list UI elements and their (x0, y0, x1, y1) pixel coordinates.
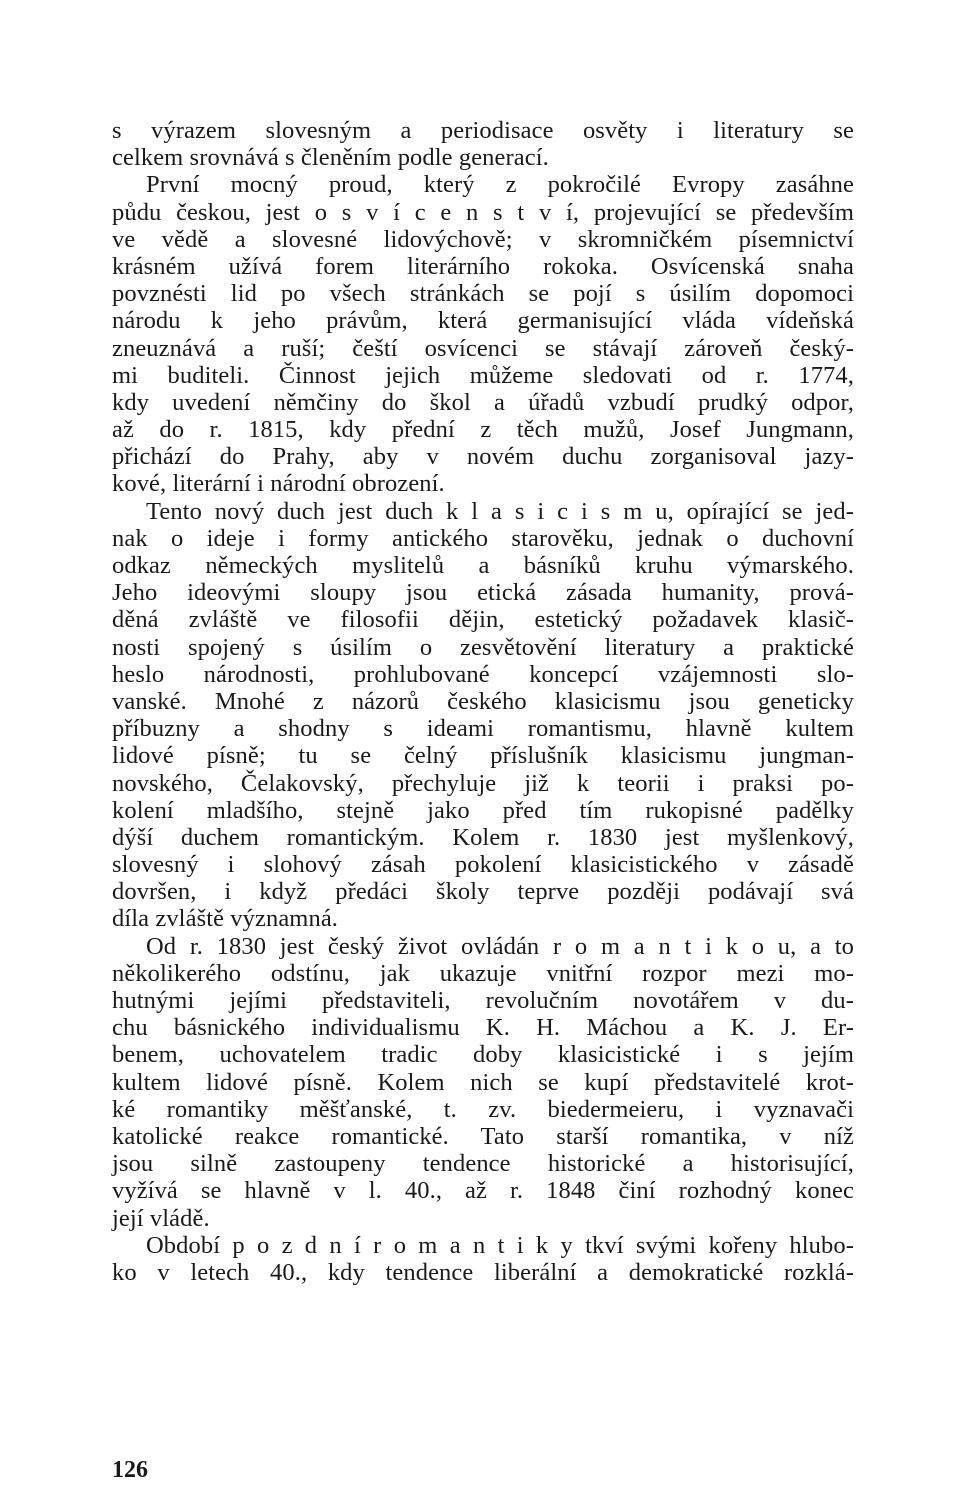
text-line: dovršen, i když předáci školy teprve později podávají svá (112, 878, 854, 906)
body-text (112, 117, 854, 1286)
text-line: až do r. 1815, kdy přední z těch mužů, Josef Jungmann, (112, 416, 854, 444)
text-line: krásném užívá forem literárního rokoka. Osvícenská snaha (112, 252, 854, 280)
text-line: nosti spojený s úsilím o zesvětovění literatury a praktické (112, 633, 854, 661)
text-line: Od r. 1830 jest český život ovládán r o m a n t i k o u, a to (146, 932, 854, 960)
text-line: chu básnického individualismu K. H. Máchou a K. J. Er- (112, 1014, 854, 1042)
text-line: příbuzny a shodny s ideami romantismu, hlavně kultem (112, 715, 854, 743)
text-line: díla zvláště významná. (112, 905, 339, 933)
text-line: Tento nový duch jest duch k l a s i c i s m u, opírající se jed- (146, 497, 854, 525)
text-line: odkaz německých myslitelů a básníků kruhu výmarského. (112, 552, 854, 579)
text-line: její vládě. (112, 1204, 210, 1232)
text-line: novského, Čelakovský, přechyluje již k teorii i praksi po- (112, 769, 854, 797)
text-line: vanské. Mnohé z názorů českého klasicismu jsou geneticky (112, 687, 854, 715)
text-line: slovesný i slohový zásah pokolení klasicistického v zásadě (112, 851, 854, 879)
text-line: povznésti lid po všech stránkách se pojí s úsilím dopomoci (112, 280, 854, 308)
text-line: hutnými jejími představiteli, revolučním novotářem v du- (112, 987, 854, 1014)
text-line: s výrazem slovesným a periodisace osvěty i literatury se (112, 117, 854, 144)
text-line: První mocný proud, který z pokročilé Evropy zasáhne (146, 171, 854, 199)
text-line: mi buditeli. Činnost jejich můžeme sledovati od r. 1774, (112, 361, 854, 389)
text-line: děná zvláště ve filosofii dějin, estetický požadavek klasič- (112, 606, 854, 634)
text-line: jsou silně zastoupeny tendence historické a historisující, (112, 1150, 854, 1178)
text-line: Období p o z d n í r o m a n t i k y tkví svými kořeny hlubo- (146, 1231, 854, 1259)
text-line: lidové písně; tu se čelný příslušník klasicismu jungman- (112, 742, 854, 770)
text-line: ve vědě a slovesné lidovýchově; v skromničkém písemnictví (112, 225, 854, 253)
text-line: zneuznává a ruší; čeští osvícenci se stávají zároveň český- (112, 334, 854, 362)
text-line: kové, literární i národní obrození. (112, 470, 445, 498)
text-line: benem, uchovatelem tradic doby klasicistické i s jejím (112, 1041, 854, 1069)
text-line: Jeho ideovými sloupy jsou etická zásada humanity, prová- (112, 579, 854, 607)
text-line: kdy uvedení němčiny do škol a úřadů vzbudí prudký odpor, (112, 388, 854, 416)
text-line: kolení mladšího, stejně jako před tím rukopisné padělky (112, 796, 854, 824)
text-line: vyžívá se hlavně v l. 40., až r. 1848 činí rozhodný konec (112, 1177, 854, 1205)
text-line: heslo národnosti, prohlubované koncepcí vzájemnosti slo- (112, 660, 854, 688)
text-line: půdu českou, jest o s v í c e n s t v í, projevující se především (112, 198, 854, 226)
page-number: 126 (112, 1457, 148, 1483)
text-line: nak o ideje i formy antického starověku, jednak o duchovní (112, 524, 854, 552)
text-line: celkem srovnává s členěním podle generací. (112, 144, 549, 172)
text-line: ko v letech 40., kdy tendence liberální a demokratické rozklá- (112, 1258, 854, 1286)
text-line: přichází do Prahy, aby v novém duchu zorganisoval jazy- (112, 443, 854, 471)
text-line: ké romantiky měšťanské, t. zv. biedermeieru, i vyznavači (112, 1095, 854, 1123)
text-line: několikerého odstínu, jak ukazuje vnitřní rozpor mezi mo- (112, 959, 854, 987)
text-line: dýší duchem romantickým. Kolem r. 1830 jest myšlenkový, (112, 823, 854, 851)
text-line: kultem lidové písně. Kolem nich se kupí představitelé krot- (112, 1068, 854, 1096)
text-line: národu k jeho právům, která germanisující vláda vídeňská (112, 307, 854, 335)
text-line: katolické reakce romantické. Tato starší romantika, v níž (112, 1122, 854, 1150)
